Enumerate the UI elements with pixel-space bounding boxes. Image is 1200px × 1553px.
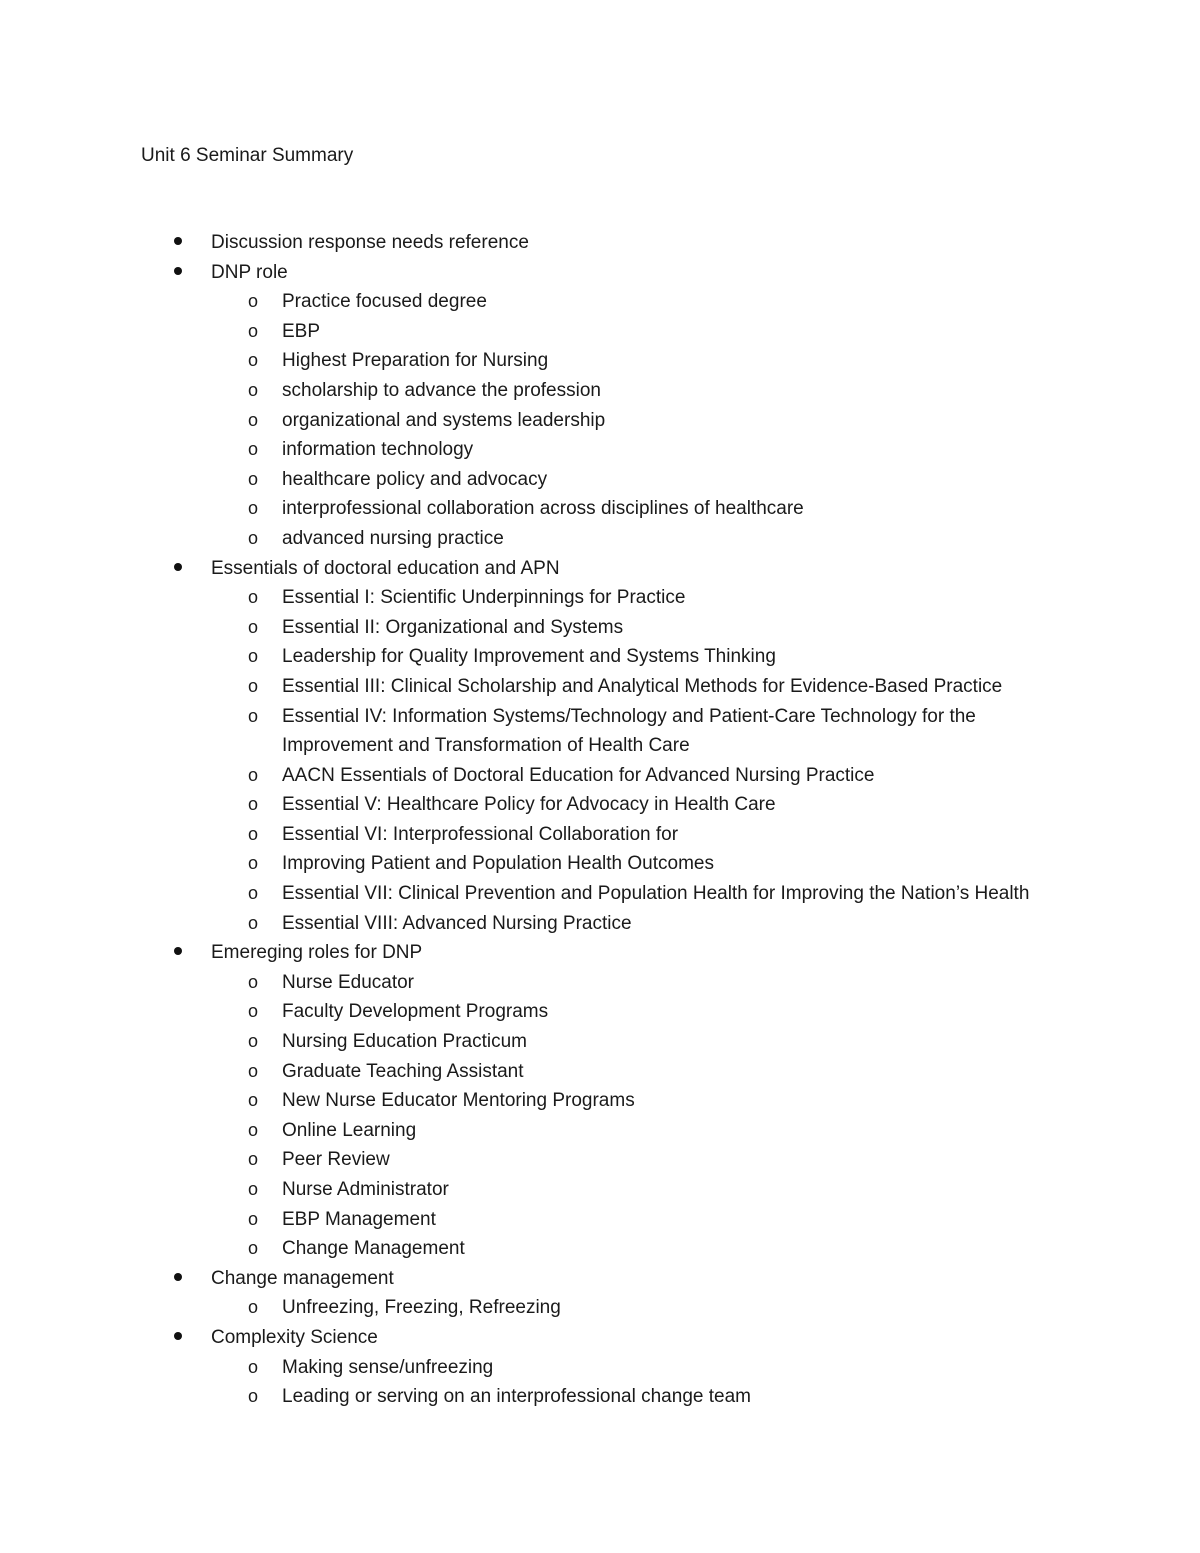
sub-bullet-marker: o <box>248 883 259 904</box>
sub-bullet-marker: o <box>248 1001 259 1022</box>
sub-bullet-text: information technology <box>282 439 474 461</box>
sub-bullet-marker: o <box>248 1119 259 1140</box>
sub-bullet-item <box>0 761 1200 791</box>
sub-bullet-item <box>0 583 1200 613</box>
sub-bullet-item <box>0 997 1200 1027</box>
bullet-text: Complexity Science <box>211 1326 378 1348</box>
sub-bullet-text: interprofessional collaboration across disciplines of healthcare <box>282 498 804 520</box>
bullet-item <box>0 1264 1200 1294</box>
sub-bullet-item <box>0 346 1200 376</box>
sub-bullet-marker: o <box>248 823 259 844</box>
sub-bullet-marker: o <box>248 646 259 667</box>
sub-bullet-marker: o <box>248 320 259 341</box>
bullet-outline <box>0 228 1200 1412</box>
sub-bullet-marker: o <box>248 912 259 933</box>
sub-bullet-text: Leading or serving on an interprofessional change team <box>282 1386 751 1408</box>
sub-bullet-marker: o <box>248 498 259 519</box>
sub-bullet-text: Improving Patient and Population Health Outcomes <box>282 853 714 875</box>
bullet-item <box>0 938 1200 968</box>
sub-bullet-item <box>0 613 1200 643</box>
sub-bullet-marker: o <box>248 1386 259 1407</box>
sub-bullet-marker: o <box>248 439 259 460</box>
sub-bullet-marker: o <box>248 794 259 815</box>
sub-bullet-text: Essential VII: Clinical Prevention and Population Health for Improving the Nation’s Health <box>282 883 1030 905</box>
sub-bullet-text: Essential VI: Interprofessional Collaboration for <box>282 823 679 845</box>
sub-bullet-marker: o <box>248 764 259 785</box>
sub-bullet-marker: o <box>248 1297 259 1318</box>
bullet-text: Emereging roles for DNP <box>211 942 423 964</box>
sub-bullet-marker: o <box>248 1179 259 1199</box>
sub-bullet-text: Nurse Educator <box>282 971 415 993</box>
sub-bullet-marker: o <box>248 1031 259 1052</box>
sub-bullet-marker: o <box>248 1149 259 1170</box>
sub-bullet-item <box>0 1205 1200 1235</box>
sub-bullet-text: Making sense/unfreezing <box>282 1356 494 1378</box>
sub-bullet-text: organizational and systems leadership <box>282 409 606 431</box>
sub-bullet-text: EBP Management <box>282 1208 436 1230</box>
sub-bullet-text: healthcare policy and advocacy <box>282 468 548 490</box>
sub-bullet-item <box>0 1145 1200 1175</box>
sub-bullet-marker: o <box>248 587 259 608</box>
sub-bullet-marker: o <box>248 1238 259 1259</box>
bullet-text: Change management <box>211 1267 394 1289</box>
sub-bullet-text: Practice focused degree <box>282 291 487 313</box>
sub-bullet-item <box>0 820 1200 850</box>
sub-bullet-marker: o <box>248 379 259 400</box>
sub-bullet-item <box>0 1057 1200 1087</box>
sub-bullet-item <box>0 1116 1200 1146</box>
sub-bullet-text: Essential I: Scientific Underpinnings for Practice <box>282 587 686 609</box>
sub-bullet-marker: o <box>248 468 259 489</box>
sub-bullet-item <box>0 465 1200 495</box>
sub-bullet-item <box>0 287 1200 317</box>
bullet-text: Discussion response needs reference <box>211 232 529 253</box>
sub-bullet-item <box>0 1175 1200 1205</box>
sub-bullet-marker: o <box>248 1208 259 1229</box>
sub-bullet-marker: o <box>248 1090 259 1111</box>
sub-bullet-marker: o <box>248 616 259 637</box>
sub-bullet-text: Essential VIII: Advanced Nursing Practice <box>282 912 632 934</box>
sub-bullet-marker: o <box>248 350 259 371</box>
sub-bullet-item <box>0 702 1200 761</box>
sub-bullet-text: Leadership for Quality Improvement and Systems Thinking <box>282 646 776 668</box>
sub-bullet-marker: o <box>248 971 259 992</box>
bullet-item <box>0 228 1200 258</box>
sub-bullet-text: Change Management <box>282 1238 465 1260</box>
sub-bullet-text: EBP <box>282 320 321 342</box>
sub-bullet-text: advanced nursing practice <box>282 527 504 549</box>
sub-bullet-text: scholarship to advance the profession <box>282 379 601 401</box>
sub-bullet-text: Nursing Education Practicum <box>282 1031 527 1053</box>
bullet-item <box>0 554 1200 584</box>
sub-bullet-text: Peer Review <box>282 1149 390 1171</box>
sub-bullet-item <box>0 1293 1200 1323</box>
sub-bullet-item <box>0 376 1200 406</box>
sub-bullet-text: Nurse Administrator <box>282 1179 449 1200</box>
sub-bullet-item <box>0 790 1200 820</box>
sub-bullet-text: AACN Essentials of Doctoral Education for Advanced Nursing Practice <box>282 764 875 786</box>
sub-bullet-item <box>0 317 1200 347</box>
sub-bullet-item <box>0 1234 1200 1264</box>
sub-bullet-marker: o <box>248 675 259 696</box>
sub-bullet-marker: o <box>248 705 259 726</box>
sub-bullet-item <box>0 642 1200 672</box>
sub-bullet-marker: o <box>248 1060 259 1081</box>
sub-bullet-item <box>0 1086 1200 1116</box>
sub-bullet-marker: o <box>248 291 259 312</box>
sub-bullet-text: Essential V: Healthcare Policy for Advocacy in Health Care <box>282 794 776 816</box>
sub-bullet-item <box>0 968 1200 998</box>
sub-bullet-text: Essential IV: Information Systems/Technology and Patient-Care Technology for the Improvement and Transformation of Health Care <box>282 705 976 757</box>
document-title: Unit 6 Seminar Summary <box>141 145 354 166</box>
sub-bullet-text: Online Learning <box>282 1119 417 1141</box>
sub-bullet-item <box>0 909 1200 939</box>
sub-bullet-text: Graduate Teaching Assistant <box>282 1060 524 1082</box>
sub-bullet-marker: o <box>248 409 259 430</box>
sub-bullet-text: Essential III: Clinical Scholarship and Analytical Methods for Evidence-Based Practice <box>282 675 1003 697</box>
bullet-item <box>0 1323 1200 1353</box>
sub-bullet-text: Unfreezing, Freezing, Refreezing <box>282 1297 561 1319</box>
sub-bullet-marker: o <box>248 527 259 548</box>
sub-bullet-text: Essential II: Organizational and Systems <box>282 616 624 638</box>
sub-bullet-item <box>0 1027 1200 1057</box>
sub-bullet-item <box>0 494 1200 524</box>
sub-bullet-item <box>0 1382 1200 1412</box>
sub-bullet-item <box>0 1353 1200 1383</box>
sub-bullet-item <box>0 406 1200 436</box>
bullet-text: Essentials of doctoral education and APN <box>211 557 560 579</box>
sub-bullet-marker: o <box>248 853 259 874</box>
sub-bullet-item <box>0 849 1200 879</box>
sub-bullet-item <box>0 524 1200 554</box>
sub-bullet-text: Faculty Development Programs <box>282 1001 549 1023</box>
sub-bullet-item <box>0 435 1200 465</box>
bullet-item <box>0 258 1200 288</box>
sub-bullet-marker: o <box>248 1356 259 1377</box>
sub-bullet-item <box>0 879 1200 909</box>
bullet-text: DNP role <box>211 261 288 283</box>
sub-bullet-item <box>0 672 1200 702</box>
sub-bullet-text: Highest Preparation for Nursing <box>282 350 549 372</box>
sub-bullet-text: New Nurse Educator Mentoring Programs <box>282 1090 635 1112</box>
